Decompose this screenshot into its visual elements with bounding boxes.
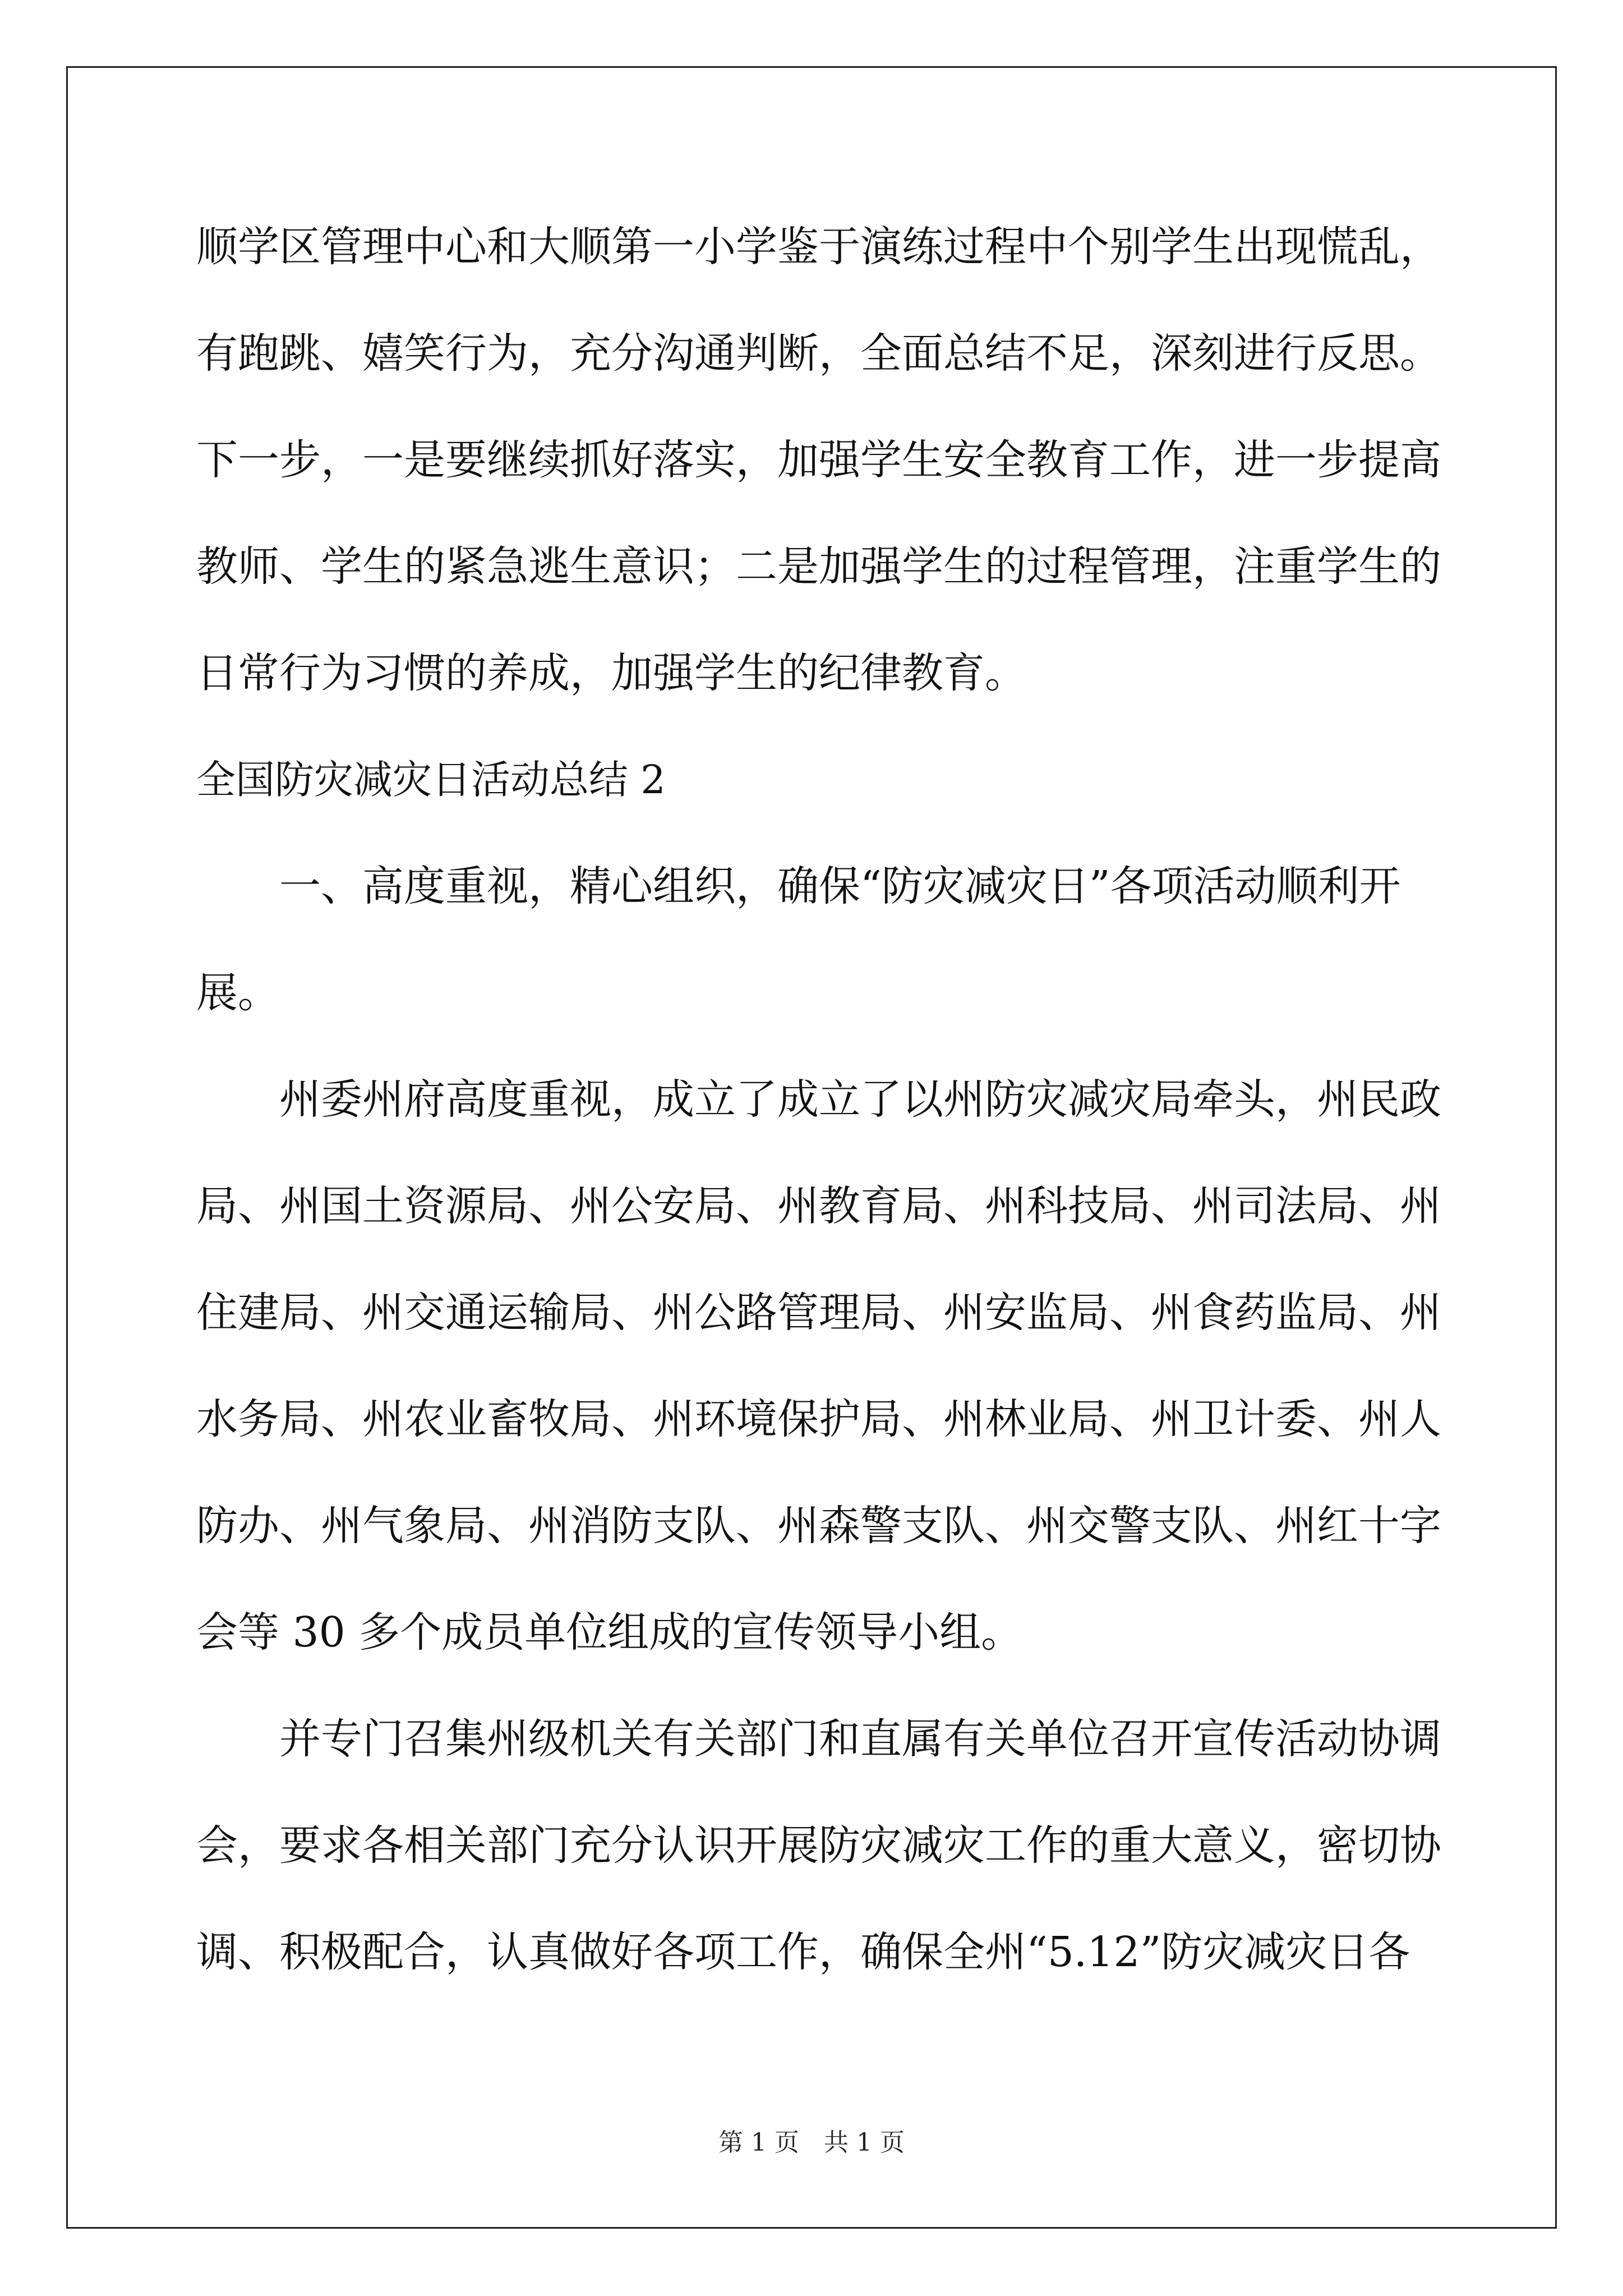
body-line: 局、州国土资源局、州公安局、州教育局、州科技局、州司法局、州 [196,1182,1441,1230]
body-line: 住建局、州交通运输局、州公路管理局、州安监局、州食药监局、州 [196,1289,1441,1337]
document-body [196,194,1441,2005]
section-title: 全国防灾减灾日活动总结 2 [196,757,666,803]
body-line: 一、高度重视，精心组织，确保“防灾减灾日”各项活动顺利开 [196,862,1401,910]
body-line: 防办、州气象局、州消防支队、州森警支队、州交警支队、州红十字 [196,1502,1441,1550]
body-line: 展。 [196,969,279,1017]
page-footer: 第 1 页 共 1 页 [718,2128,905,2157]
body-line: 会，要求各相关部门充分认识开展防灾减灾工作的重大意义，密切协 [196,1821,1441,1870]
body-line: 日常行为习惯的养成，加强学生的纪律教育。 [196,649,1026,697]
body-line: 水务局、州农业畜牧局、州环境保护局、州林业局、州卫计委、州人 [196,1395,1441,1443]
body-line: 下一步，一是要继续抓好落实，加强学生安全教育工作，进一步提高 [196,436,1441,484]
body-line: 州委州府高度重视，成立了成立了以州防灾减灾局牵头，州民政 [196,1075,1441,1124]
body-line: 有跑跳、嬉笑行为，充分沟通判断，全面总结不足，深刻进行反思。 [196,329,1441,378]
body-line: 会等 30 多个成员单位组成的宣传领导小组。 [196,1608,1023,1657]
body-line: 顺学区管理中心和大顺第一小学鉴于演练过程中个别学生出现慌乱， [196,223,1441,271]
body-line: 调、积极配合，认真做好各项工作，确保全州“5.12”防灾减灾日各 [196,1928,1410,1976]
body-line: 教师、学生的紧急逃生意识；二是加强学生的过程管理，注重学生的 [196,542,1441,591]
body-line: 并专门召集州级机关有关部门和直属有关单位召开宣传活动协调 [196,1715,1441,1763]
